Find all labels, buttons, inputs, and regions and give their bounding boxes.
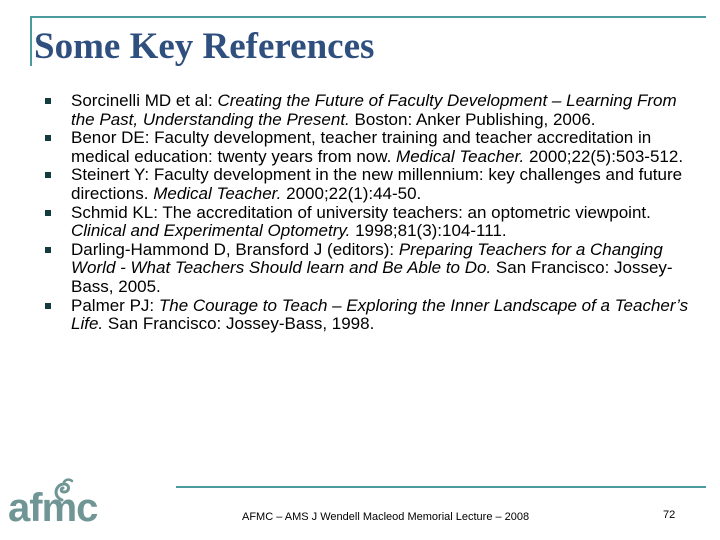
reference-text: Palmer PJ: (71, 295, 159, 315)
afmc-logo (8, 478, 108, 534)
page-number: 72 (663, 509, 676, 521)
frame-top-line (30, 16, 706, 18)
reference-text: Sorcinelli MD et al: (71, 91, 218, 110)
reference-item (44, 241, 694, 297)
footer-text: AFMC – AMS J Wendell Macleod Memorial Lecture – 2008 (242, 511, 530, 523)
frame-left-line (30, 16, 32, 66)
reference-text: Benor DE: Faculty development, teacher training and teacher accreditation in medical education: twenty years from now. (71, 128, 652, 166)
reference-publication: San Francisco: Jossey-Bass, 2005. (71, 258, 673, 296)
square-bullet-icon (45, 98, 51, 104)
reference-title: Preparing Teachers for a Changing World - What Teachers Should learn and Be Able to Do. (71, 239, 663, 278)
reference-title: Clinical and Experimental Optometry. (71, 221, 351, 241)
reference-title: The Courage to Teach – Exploring the Inner Landscape of a Teacher’s Life. (71, 295, 689, 334)
frame-bottom-line (176, 486, 706, 488)
reference-text: Steinert Y: Faculty development in the new millennium: key challenges and future directions. (71, 165, 683, 203)
reference-text: Schmid KL: The accreditation of university teachers: an optometric viewpoint. (71, 202, 651, 222)
reference-publication: San Francisco: Jossey-Bass, 1998. (103, 314, 375, 334)
reference-item (44, 92, 694, 129)
reference-title: Medical Teacher. (153, 183, 282, 203)
reference-item (44, 297, 694, 334)
square-bullet-icon (45, 172, 51, 178)
square-bullet-icon (45, 303, 51, 309)
logo-text: afmc (8, 486, 98, 530)
reference-publication: 1998;81(3):104-111. (350, 221, 507, 241)
reference-title: Creating the Future of Faculty Development – Learning From the Past, Understanding the Present. (71, 91, 677, 129)
square-bullet-icon (45, 135, 51, 141)
reference-item (44, 166, 694, 203)
reference-publication: 2000;22(5):503-512. (524, 146, 684, 166)
reference-item (44, 129, 694, 166)
square-bullet-icon (45, 210, 51, 216)
reference-text: Darling-Hammond D, Bransford J (editors): (71, 239, 399, 259)
reference-publication: 2000;22(1):44-50. (281, 183, 422, 203)
slide-title: Some Key References (34, 26, 375, 67)
square-bullet-icon (45, 247, 51, 253)
reference-publication: Boston: Anker Publishing, 2006. (349, 109, 596, 129)
reference-list (44, 92, 694, 334)
reference-title: Medical Teacher. (396, 146, 525, 166)
reference-item (44, 204, 694, 241)
